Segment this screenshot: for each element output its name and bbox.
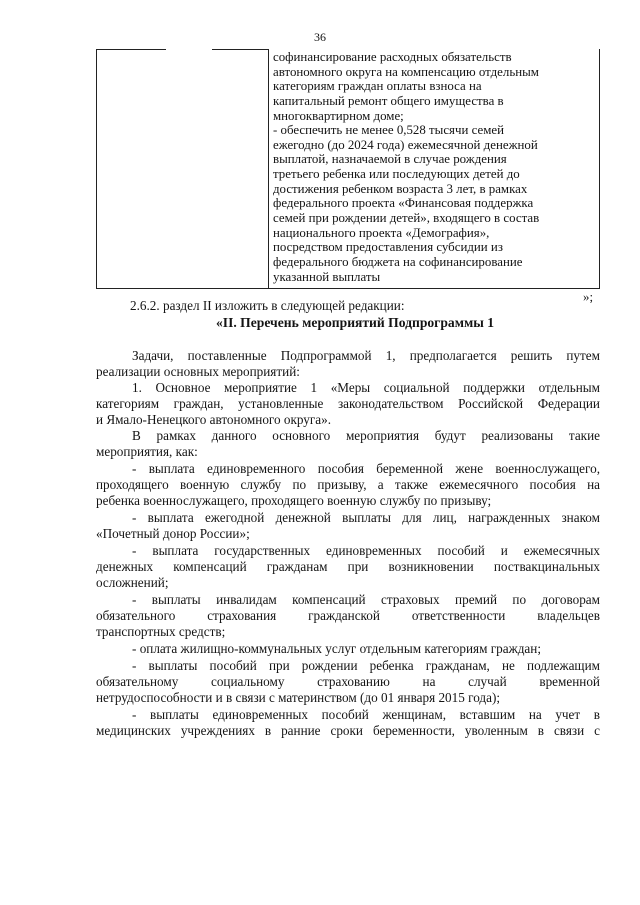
table-cell-line: софинансирование расходных обязательств [273, 50, 512, 64]
page-number: 36 [314, 30, 326, 44]
paragraph-line: «Почетный донор России»; [96, 526, 250, 541]
table-cell-line: федерального проекта «Финансовая поддержка [273, 196, 534, 211]
table-bottom-border-right [268, 288, 600, 289]
section-heading: «II. Перечень мероприятий Подпрограммы 1 [216, 315, 495, 330]
closing-quote: »; [583, 290, 594, 304]
table-cell-line: третьего ребенка или последующих детей до [273, 167, 520, 182]
table-cell-line: - обеспечить не менее 0,528 тысячи семей [273, 123, 504, 138]
table-cell-line: капитальный ремонт общего имущества в [273, 93, 504, 108]
paragraph-line: - выплаты пособий при рождении ребенка гражданам, не подлежащим [132, 658, 600, 673]
table-bottom-border-left [96, 288, 268, 289]
table-cell-line: многоквартирном доме; [273, 108, 404, 123]
table-cell-line: ежегодно (до 2024 года) ежемесячной денежной [273, 137, 538, 152]
table-column-divider [268, 49, 269, 288]
paragraph-line: нетрудоспособности и в связи с материнством (до 01 января 2015 года); [96, 690, 501, 705]
table-cell-line: национального проекта «Демография», [273, 225, 490, 240]
paragraph-line: обязательного страхования гражданской ответственности владельцев [96, 608, 600, 623]
paragraph-line: обязательному социальному страхованию на случай временной [96, 674, 600, 689]
table-right-border [599, 49, 600, 288]
paragraph-line: мероприятия, как: [96, 444, 198, 459]
table-cell-text [273, 50, 595, 284]
paragraph-line: и Ямало-Ненецкого автономного округа». [96, 412, 332, 427]
paragraph-line: - оплата жилищно-коммунальных услуг отдельным категориям граждан; [132, 641, 541, 656]
paragraph-line: - выплата государственных единовременных пособий и ежемесячных [132, 543, 600, 558]
table-top-border-mid [212, 49, 268, 50]
paragraph-line: Задачи, поставленные Подпрограммой 1, предполагается решить путем [132, 348, 600, 363]
amendment-item: 2.6.2. раздел II изложить в следующей редакции: [130, 298, 405, 313]
table-cell-line: выплатой, назначаемой в случае рождения [273, 152, 507, 167]
paragraph-line: - выплата единовременного пособия беременной жене военнослужащего, [132, 461, 600, 476]
paragraph-line: транспортных средств; [96, 624, 226, 639]
table-cell-line: указанной выплаты [273, 269, 381, 284]
paragraph-line: проходящего военную службу по призыву, а также ежемесячного пособия на [96, 477, 600, 492]
paragraph-line: - выплаты единовременных пособий женщинам, вставшим на учет в [132, 707, 600, 722]
paragraph-line: - выплата ежегодной денежной выплаты для лиц, награжденных знаком [132, 510, 600, 525]
paragraph-line: реализации основных мероприятий: [96, 364, 300, 379]
table-cell-line: семей при рождении детей», входящего в состав [273, 211, 540, 226]
table-left-border [96, 49, 97, 288]
table-cell-line: автономного округа на компенсацию отдельным [273, 64, 539, 79]
table-cell-line: категориям граждан оплаты взноса на [273, 79, 482, 94]
paragraph-line: - выплаты инвалидам компенсаций страховых премий по договорам [132, 592, 600, 607]
table-cell-line: федерального бюджета на софинансирование [273, 254, 523, 269]
paragraph-line: денежных компенсаций гражданам при возникновении поствакцинальных [96, 559, 600, 574]
paragraph-line: категориям граждан, установленные законодательством Российской Федерации [96, 396, 600, 411]
paragraph-line: медицинских учреждениях в ранние сроки беременности, уволенным в связи с [96, 723, 600, 738]
paragraph-line: В рамках данного основного мероприятия будут реализованы такие [132, 428, 600, 443]
paragraph-line: 1. Основное мероприятие 1 «Меры социальной поддержки отдельным [132, 380, 600, 395]
table-top-border-left [96, 49, 166, 50]
table-cell-line: посредством предоставления субсидии из [273, 240, 503, 255]
table-cell-line: достижения ребенком возраста 3 лет, в рамках [273, 181, 528, 196]
paragraph-line: осложнений; [96, 575, 169, 590]
paragraph-line: ребенка военнослужащего, проходящего военную службу по призыву; [96, 493, 492, 508]
